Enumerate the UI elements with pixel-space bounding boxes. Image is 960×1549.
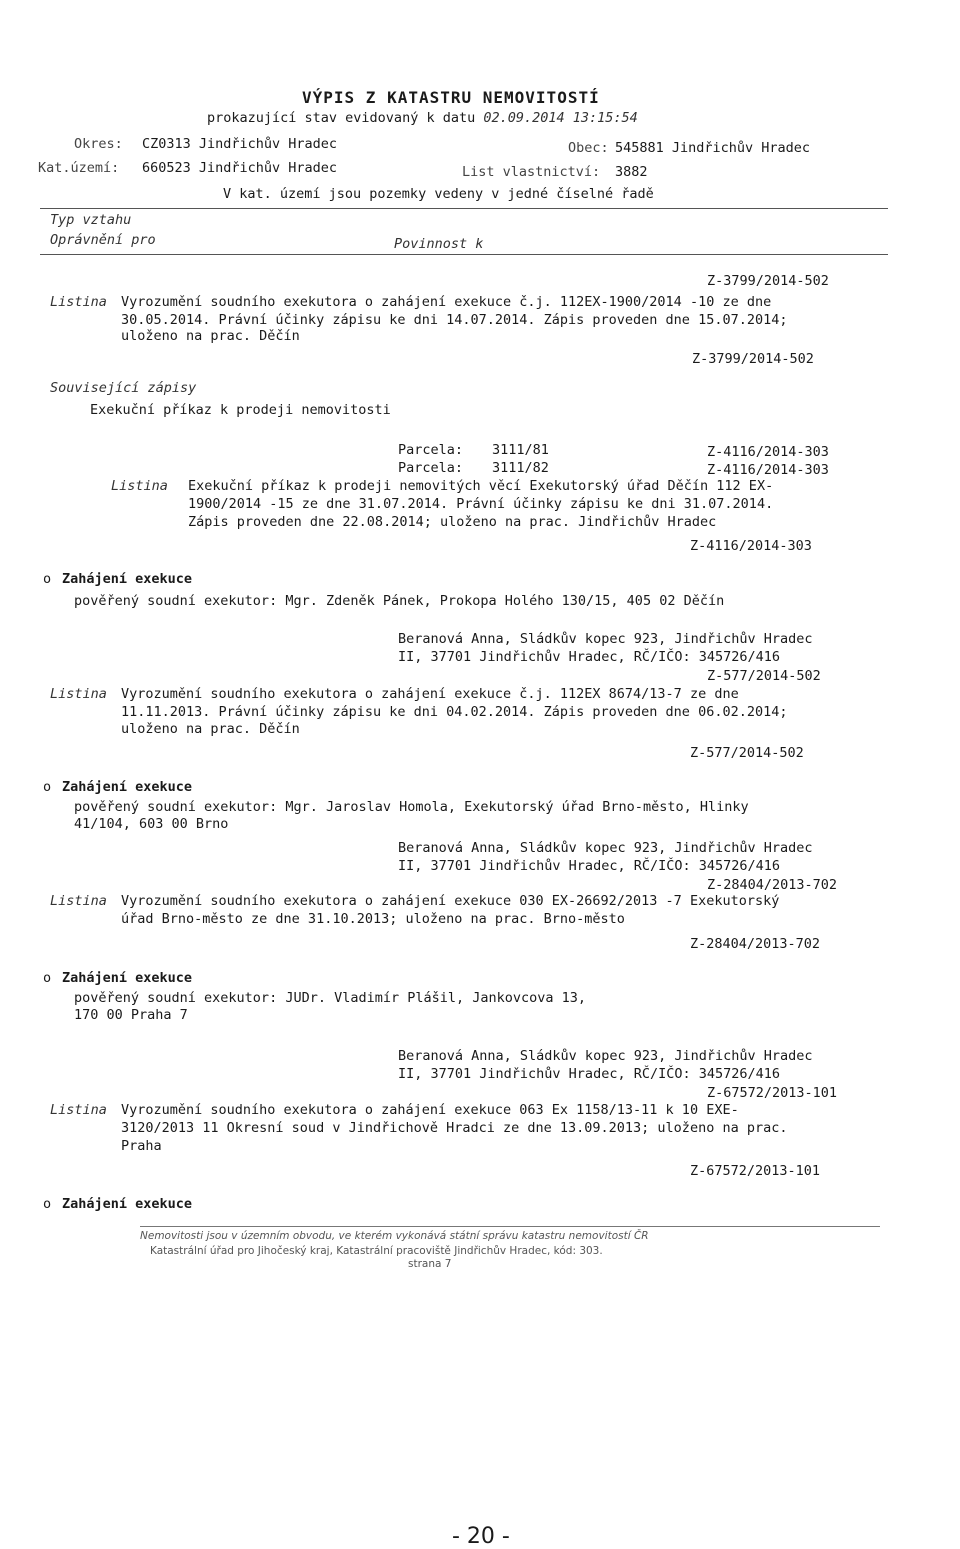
e3-listina-label: Listina	[50, 893, 107, 909]
e4-title: Zahájení exekuce	[62, 970, 193, 986]
e2-line2: 11.11.2013. Právní účinky zápisu ke dni 04.02.2014. Zápis proveden dne 06.02.2014;	[121, 704, 788, 720]
footer-line1: Nemovitosti jsou v územním obvodu, ve kterém vykonává státní správu katastru nemovitostí ČR	[140, 1230, 649, 1242]
parcela-label-2: Parcela:	[398, 460, 464, 476]
footer-line3: strana 7	[408, 1258, 452, 1270]
e4-ref-top: Z-67572/2013-101	[707, 1085, 838, 1101]
column-povinnost-k: Povinnost k	[394, 236, 484, 252]
columns-divider	[40, 254, 888, 255]
page-title: VÝPIS Z KATASTRU NEMOVITOSTÍ	[302, 88, 600, 107]
e4-line3: Praha	[121, 1138, 162, 1154]
lv-value: 3882	[615, 164, 648, 180]
e2-poverovany: pověřený soudní exekutor: Mgr. Zdeněk Pánek, Prokopa Holého 130/15, 405 02 Děčín	[74, 593, 725, 609]
e5-bullet: o	[43, 1196, 52, 1212]
e2-title: Zahájení exekuce	[62, 571, 193, 587]
e1-line1: Vyrozumění soudního exekutora o zahájení exekuce č.j. 112EX-1900/2014 -10 ze dne	[121, 294, 772, 310]
parcela-value-1: 3111/81	[492, 442, 549, 458]
footer-divider	[140, 1226, 880, 1227]
e4-line1: Vyrozumění soudního exekutora o zahájení exekuce 063 Ex 1158/13-11 k 10 EXE-	[121, 1102, 739, 1118]
footer-line2: Katastrální úřad pro Jihočeský kraj, Katastrální pracoviště Jindřichův Hradec, kód: 303.	[150, 1245, 603, 1257]
rada-note: V kat. území jsou pozemky vedeny v jedné číselné řadě	[223, 186, 654, 202]
parcela-value-2: 3111/82	[492, 460, 549, 476]
e1-listina-label: Listina	[50, 294, 107, 310]
e4-listina-label: Listina	[50, 1102, 107, 1118]
e1-line3: uloženo na prac. Děčín	[121, 328, 300, 344]
e3-bullet: o	[43, 779, 52, 795]
s-line1: Exekuční příkaz k prodeji nemovitých věcí Exekutorský úřad Děčín 112 EX-	[188, 478, 774, 494]
lv-label: List vlastnictví:	[462, 164, 601, 180]
parcela-ref-2: Z-4116/2014-303	[707, 462, 829, 478]
e4-line2: 3120/2013 11 Okresní soud v Jindřichově Hradci ze dne 13.09.2013; uloženo na prac.	[121, 1120, 788, 1136]
e2-line3: uloženo na prac. Děčín	[121, 721, 300, 737]
e3-ref-bottom: Z-28404/2013-702	[690, 936, 821, 952]
e1-ref-bottom: Z-3799/2014-502	[692, 351, 814, 367]
subtitle-date: 02.09.2014 13:15:54	[483, 110, 638, 126]
e3-osoba-line2: II, 37701 Jindřichův Hradec, RČ/IČO: 345726/416	[398, 858, 781, 874]
e1-ref-top: Z-3799/2014-502	[707, 273, 829, 289]
e4-bullet: o	[43, 970, 52, 986]
e2-bullet: o	[43, 571, 52, 587]
s-ref: Z-4116/2014-303	[690, 538, 812, 554]
e4-ref-bottom: Z-67572/2013-101	[690, 1163, 821, 1179]
s-line2: 1900/2014 -15 ze dne 31.07.2014. Právní účinky zápisu ke dni 31.07.2014.	[188, 496, 774, 512]
s-listina-label: Listina	[111, 478, 168, 494]
katuzemi-value: 660523 Jindřichův Hradec	[142, 160, 338, 176]
e1-line2: 30.05.2014. Právní účinky zápisu ke dni 14.07.2014. Zápis proveden dne 15.07.2014;	[121, 312, 788, 328]
parcela-ref-1: Z-4116/2014-303	[707, 444, 829, 460]
e2-ref-top: Z-577/2014-502	[707, 668, 821, 684]
okres-label: Okres:	[74, 136, 123, 152]
obec-label: Obec:	[568, 140, 609, 156]
e3-title: Zahájení exekuce	[62, 779, 193, 795]
obec-value: 545881 Jindřichův Hradec	[615, 140, 811, 156]
souvisejici-label: Související zápisy	[50, 380, 197, 396]
e3-osoba-line1: Beranová Anna, Sládkův kopec 923, Jindřichův Hradec	[398, 840, 813, 856]
s-line3: Zápis proveden dne 22.08.2014; uloženo na prac. Jindřichův Hradec	[188, 514, 717, 530]
column-opravneni-pro: Oprávnění pro	[50, 232, 156, 248]
e3-ref-top: Z-28404/2013-702	[707, 877, 838, 893]
e4-osoba-line2: II, 37701 Jindřichův Hradec, RČ/IČO: 345726/416	[398, 1066, 781, 1082]
okres-value: CZ0313 Jindřichův Hradec	[142, 136, 338, 152]
subtitle-prefix: prokazující stav evidovaný k datu	[207, 110, 476, 126]
e2-ref-bottom: Z-577/2014-502	[690, 745, 804, 761]
header-divider	[40, 208, 888, 209]
parcela-label-1: Parcela:	[398, 442, 464, 458]
e4-osoba-line1: Beranová Anna, Sládkův kopec 923, Jindřichův Hradec	[398, 1048, 813, 1064]
e3-poverovany-line2: 41/104, 603 00 Brno	[74, 816, 229, 832]
e4-poverovany-line2: 170 00 Praha 7	[74, 1007, 188, 1023]
e3-line1: Vyrozumění soudního exekutora o zahájení exekuce 030 EX-26692/2013 -7 Exekutorský	[121, 893, 780, 909]
column-typ-vztahu: Typ vztahu	[50, 212, 132, 228]
katuzemi-label: Kat.území:	[38, 160, 120, 176]
e3-line2: úřad Brno-město ze dne 31.10.2013; uloženo na prac. Brno-město	[121, 911, 625, 927]
e5-title: Zahájení exekuce	[62, 1196, 193, 1212]
e2-osoba-line2: II, 37701 Jindřichův Hradec, RČ/IČO: 345726/416	[398, 649, 781, 665]
subtitle	[207, 110, 638, 126]
e2-osoba-line1: Beranová Anna, Sládkův kopec 923, Jindřichův Hradec	[398, 631, 813, 647]
e3-poverovany-line1: pověřený soudní exekutor: Mgr. Jaroslav Homola, Exekutorský úřad Brno-město, Hlinky	[74, 799, 749, 815]
e2-line1: Vyrozumění soudního exekutora o zahájení exekuce č.j. 112EX 8674/13-7 ze dne	[121, 686, 739, 702]
e2-listina-label: Listina	[50, 686, 107, 702]
e4-poverovany-line1: pověřený soudní exekutor: JUDr. Vladimír Plášil, Jankovcova 13,	[74, 990, 587, 1006]
souvisejici-title: Exekuční příkaz k prodeji nemovitosti	[90, 402, 391, 418]
page-number: - 20 -	[452, 1524, 510, 1549]
